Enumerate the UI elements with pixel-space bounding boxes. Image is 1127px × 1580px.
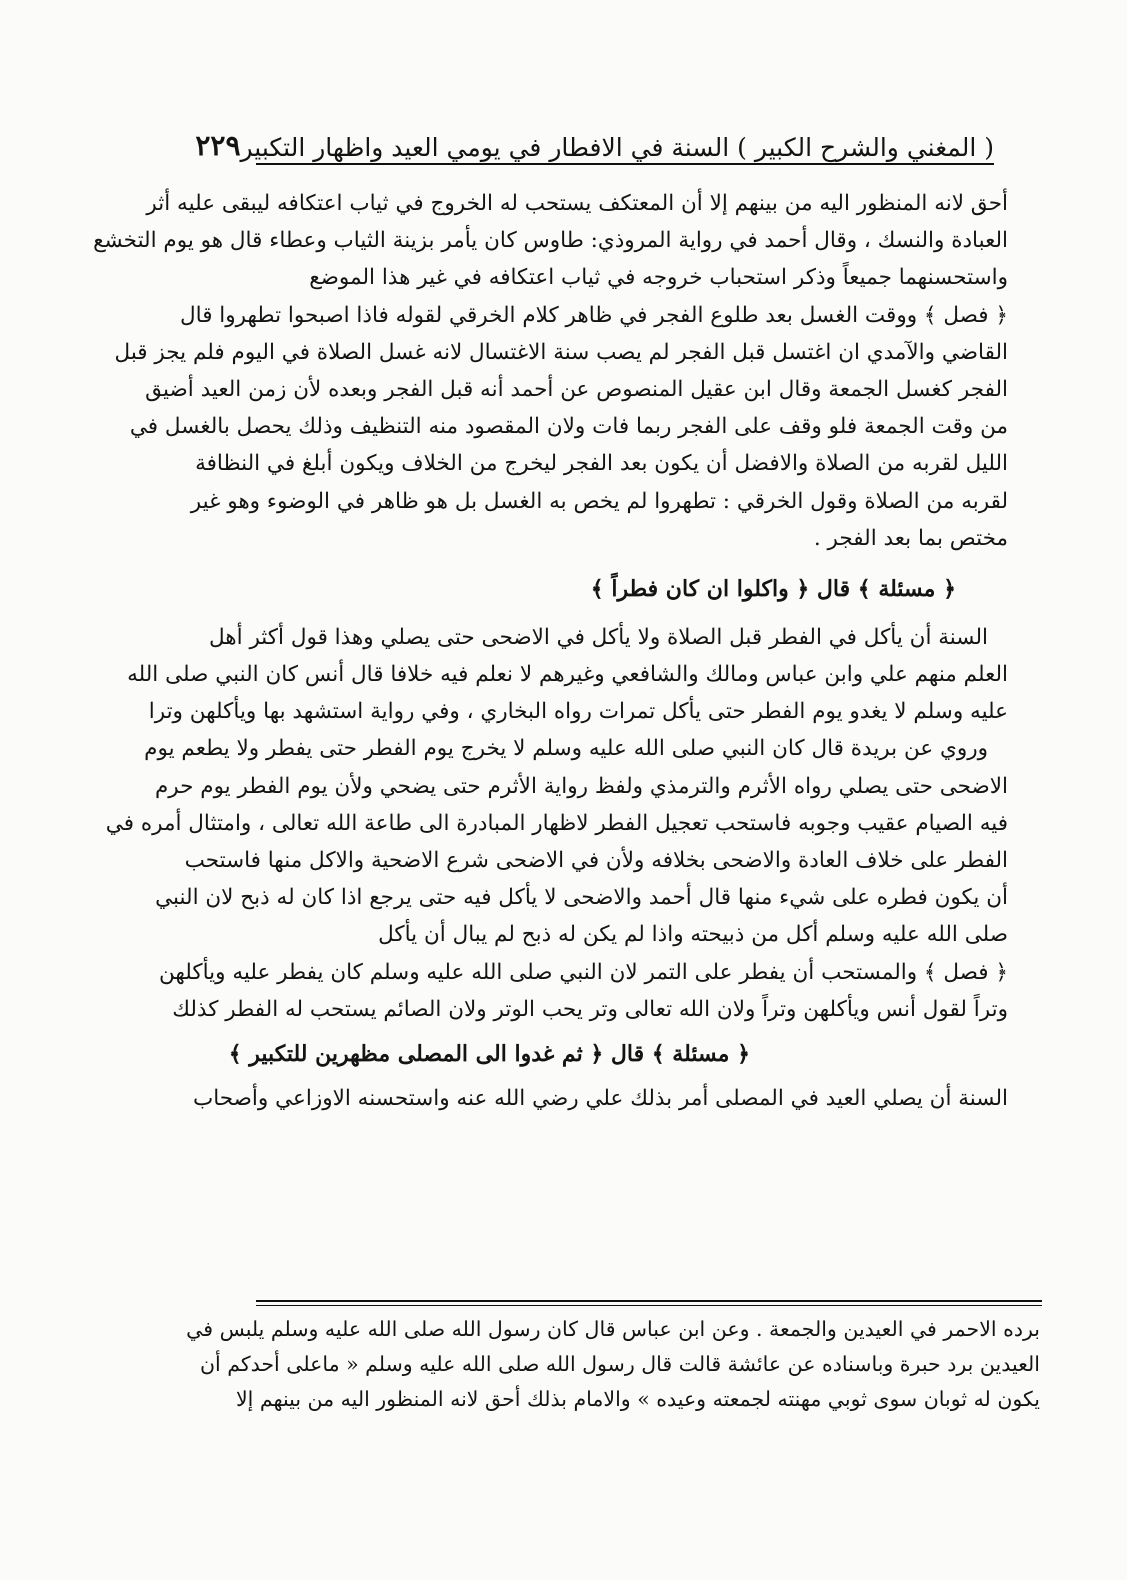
text-line: الفجر كغسل الجمعة وقال ابن عقيل المنصوص عن أحمد أنه قبل الفجر وبعده لأن زمن العيد أضيق [145,376,1008,402]
masala-heading: ﴿ مسئلة ﴾ قال ﴿ ثم غدوا الى المصلى مظهرين للتكبير ﴾ [228,1040,750,1067]
text-line: السنة أن يصلي العيد في المصلى أمر بذلك علي رضي الله عنه واستحسنه الاوزاعي وأصحاب [193,1085,1008,1111]
text-line: عليه وسلم لا يغدو يوم الفطر حتى يأكل تمرات رواه البخاري ، وفي رواية استشهد بها ويأكلهن وترا [148,699,1008,725]
text-line: القاضي والآمدي ان اغتسل قبل الفجر لم يصب سنة الاغتسال لانه غسل الصلاة في اليوم فلم يجز قبل [114,339,1008,365]
header-title: ( المغني والشرح الكبير ) السنة في الافطار في يومي العيد واظهار التكبير [240,133,994,162]
text-line: الليل لقربه من الصلاة والافضل أن يكون بعد الفجر ليخرج من الخلاف ويكون أبلغ في النظافة [195,451,1008,477]
running-header [195,120,994,162]
text-line: الفطر على خلاف العادة والاضحى بخلافه ولأن في الاضحى شرع الاضحية والاكل منها فاستحب [184,848,1008,873]
section-fasl-line: ﴿ فصل ﴾ ووقت الغسل بعد طلوع الفجر في ظاهر كلام الخرقي لقوله فاذا اصبحوا تطهروا قال [180,302,1008,328]
header-rule [256,163,994,165]
text-line: مختص بما بعد الفجر . [813,525,1008,551]
masala-heading: ﴿ مسئلة ﴾ قال ﴿ واكلوا ان كان فطراً ﴾ [590,575,956,602]
footnote-line: العيدين برد حبرة وباسناده عن عائشة قالت قال رسول الله صلى الله عليه وسلم « ماعلى أحدكم أن [199,1352,1040,1376]
text-line: وروي عن بريدة قال كان النبي صلى الله عليه وسلم لا يخرج يوم الفطر حتى يفطر ولا يطعم يوم [144,736,988,762]
section-fasl-line: ﴿ فصل ﴾ والمستحب أن يفطر على التمر لان النبي صلى الله عليه وسلم كان يفطر عليه ويأكلهن [158,959,1008,985]
page-number: ٢٢٩ [195,129,241,162]
text-line: من وقت الجمعة فلو وقف على الفجر ربما فات ولان المقصود منه التنظيف وذلك يحصل بالغسل في [129,414,1008,440]
text-line: العبادة والنسك ، وقال أحمد في رواية المروذي: طاوس كان يأمر بزينة الثياب وعطاء قال هو يوم التخشع [93,228,1008,254]
footnote-line: يكون له ثوبان سوى ثوبي مهنته لجمعته وعيده » والامام بذلك أحق لانه المنظور اليه من بينهم إلا [235,1387,1040,1411]
main-text [93,185,1008,1117]
footnote-line: برده الاحمر في العيدين والجمعة . وعن ابن عباس قال كان رسول الله صلى الله عليه وسلم يلبس في [186,1317,1040,1341]
text-line: أن يكون فطره على شيء منها قال أحمد والاضحى لا يأكل فيه حتى يرجع اذا كان له ذبح لان النبي [155,885,1008,911]
text-line: صلى الله عليه وسلم أكل من ذبيحته واذا لم يكن له ذبح لم يبال أن يأكل [378,922,1008,948]
footnote-rule [256,1300,1042,1302]
text-line: لقربه من الصلاة وقول الخرقي : تطهروا لم يخص به الغسل بل هو ظاهر في الوضوء وهو غير [190,488,1008,514]
text-line: فيه الصيام عقيب وجوبه فاستحب تعجيل الفطر لاظهار المبادرة الى طاعة الله تعالى ، وامتثال أمره في [105,810,1008,836]
text-line: الاضحى حتى يصلي رواه الأثرم والترمذي ولفظ رواية الأثرم حتى يضحي ولأن يوم الفطر يوم حرم [154,773,1008,799]
text-line: السنة أن يأكل في الفطر قبل الصلاة ولا يأكل في الاضحى حتى يصلي وهذا قول أكثر أهل [209,624,988,650]
footnotes [186,1312,1040,1417]
text-line: أحق لانه المنظور اليه من بينهم إلا أن المعتكف يستحب له الخروج في ثياب اعتكافه ليبقى عليه أثر [146,191,1008,216]
text-line: العلم منهم علي وابن عباس ومالك والشافعي وغيرهم لا نعلم فيه خلافا قال أنس كان النبي صلى الله [127,662,1008,688]
text-line: واستحسنهما جميعاً وذكر استحباب خروجه في ثياب اعتكافه في غير هذا الموضع [309,265,1008,291]
text-line: وتراً لقول أنس ويأكلهن وتراً ولان الله تعالى وتر يحب الوتر ولان الصائم يستحب له الفطر كذلك [172,996,1008,1022]
footnote-rule-thin [256,1305,1042,1306]
